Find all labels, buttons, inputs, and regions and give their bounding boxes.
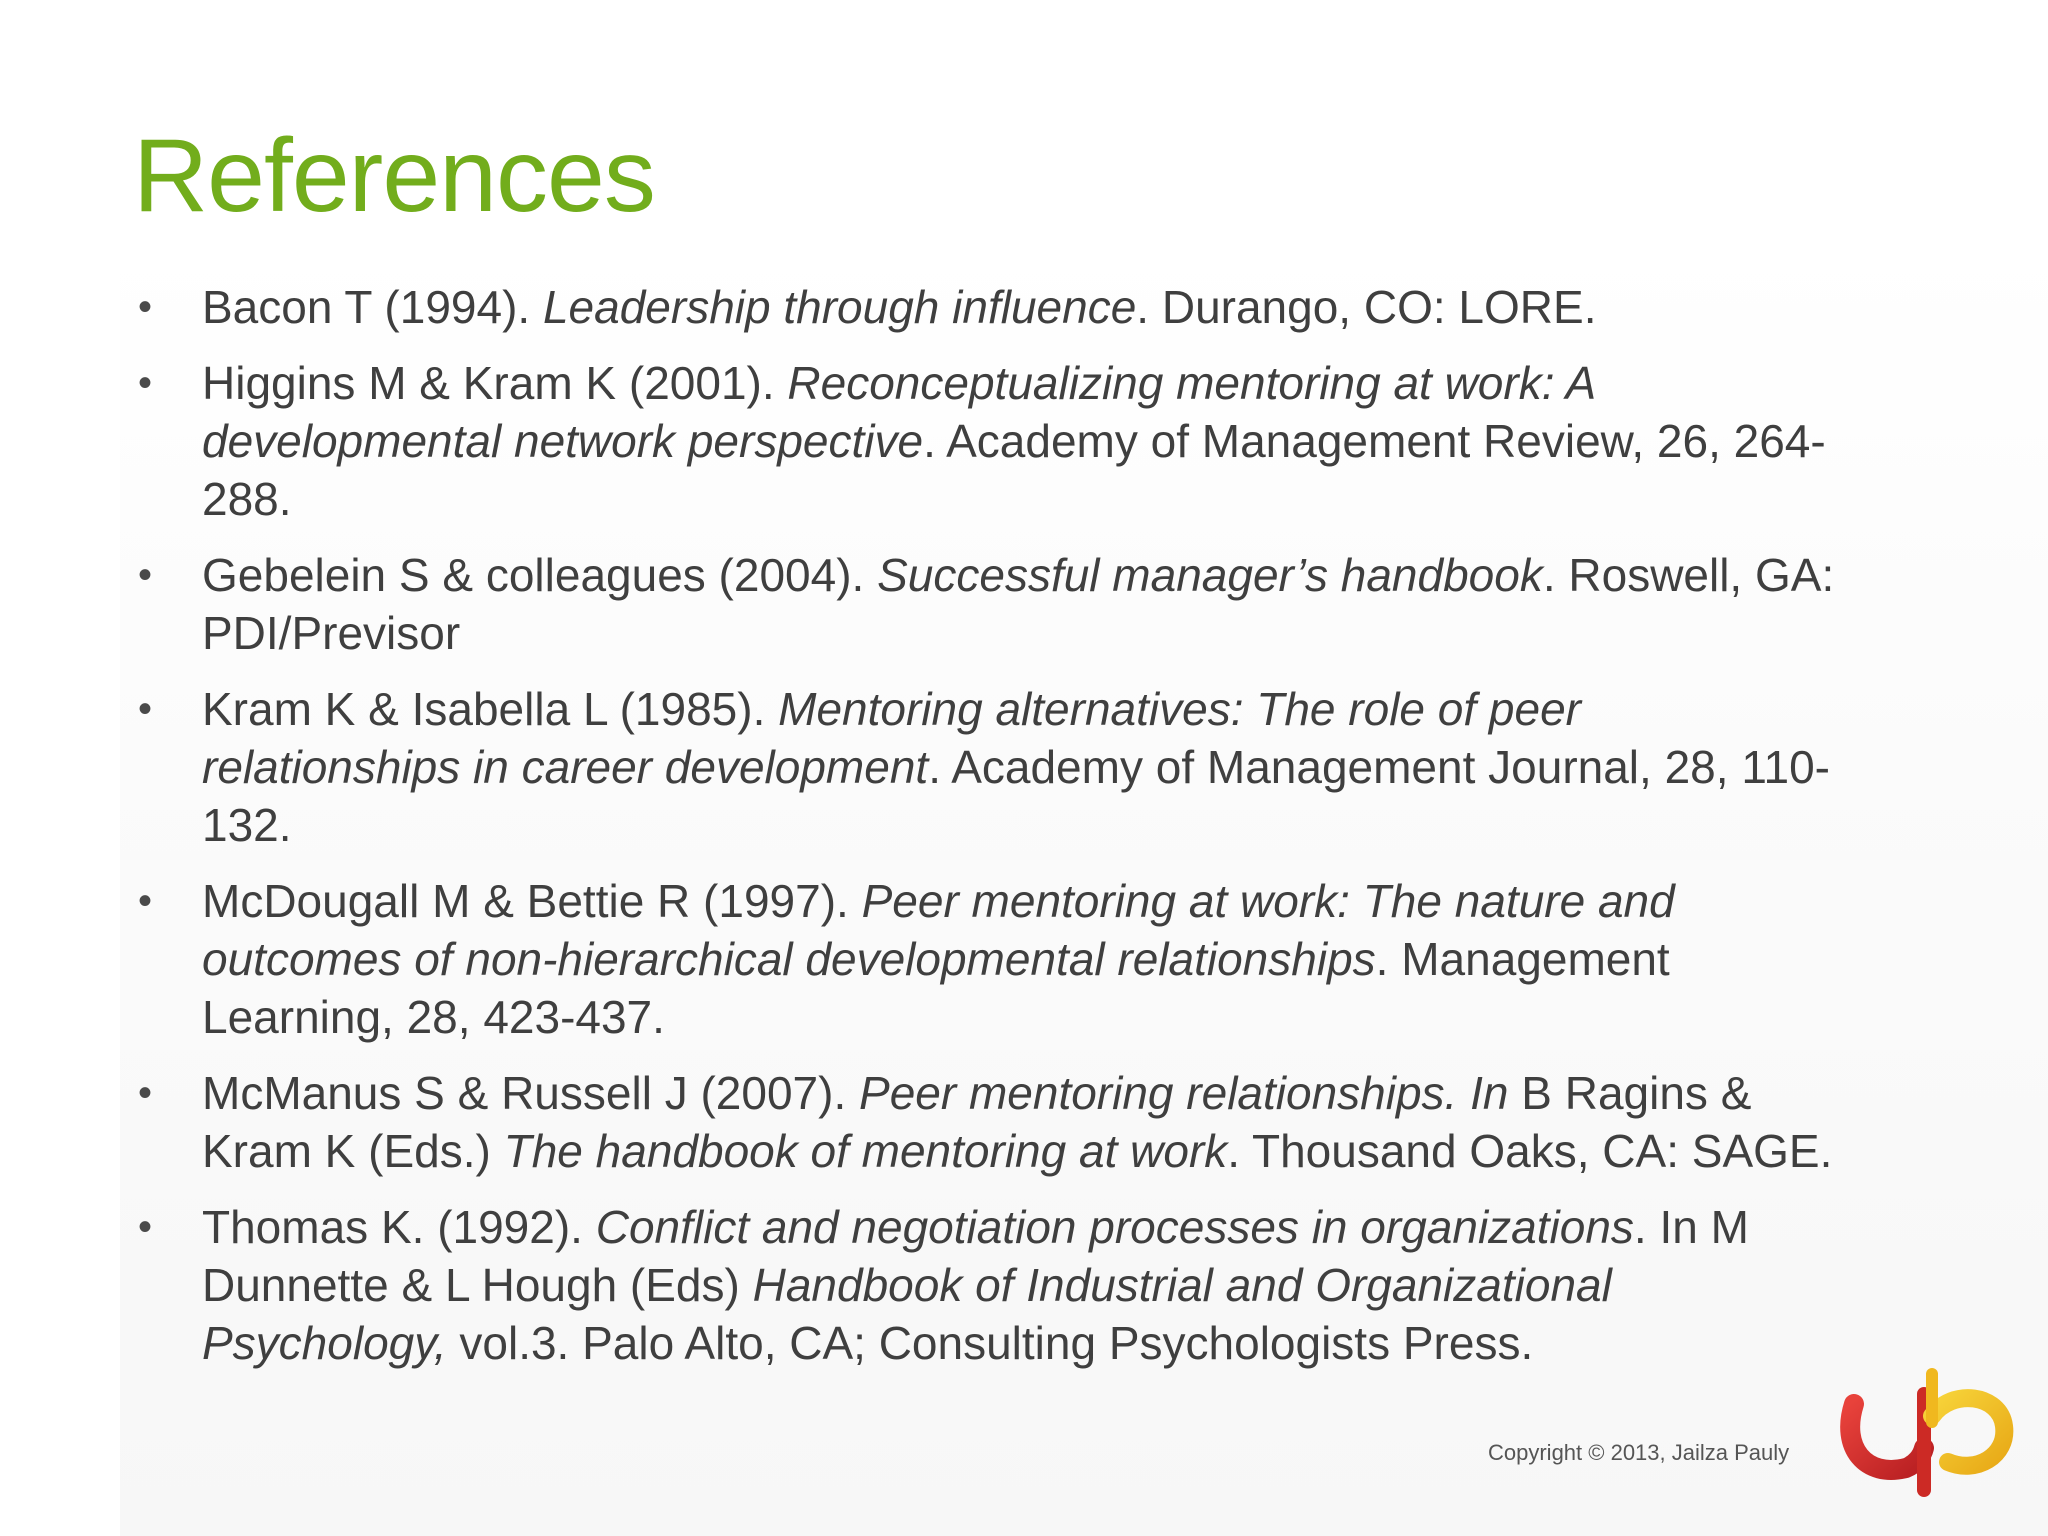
reference-item xyxy=(138,354,1838,528)
reference-text: Kram K & Isabella L (1985). xyxy=(202,683,779,735)
reference-item xyxy=(138,680,1838,854)
reference-title-text: Conflict and negotiation processes in organizations xyxy=(595,1201,1634,1253)
reference-text: Gebelein S & colleagues (2004). xyxy=(202,549,878,601)
bullet-icon: • xyxy=(138,285,153,329)
reference-title-text: Reconceptualizing mentoring at work: A developmental network perspective xyxy=(202,357,1595,467)
bullet-icon: • xyxy=(138,361,153,405)
reference-item xyxy=(138,1064,1838,1180)
bullet-icon: • xyxy=(138,553,153,597)
reference-text: . Durango, CO: LORE. xyxy=(1136,281,1597,333)
reference-text: McDougall M & Bettie R (1997). xyxy=(202,875,862,927)
reference-item xyxy=(138,546,1838,662)
reference-title-text: Mentoring alternatives: The role of peer relationships in career development xyxy=(202,683,1581,793)
reference-title-text: The handbook of mentoring at work xyxy=(503,1125,1228,1177)
jp-monogram-logo-icon xyxy=(1836,1352,2016,1500)
reference-text: B Ragins & Kram K (Eds.) xyxy=(202,1067,1752,1177)
reference-text: vol.3. Palo Alto, CA; Consulting Psychologists Press. xyxy=(446,1317,1534,1369)
reference-item xyxy=(138,872,1838,1046)
reference-title-text: Peer mentoring relationships. In xyxy=(859,1067,1509,1119)
bullet-icon: • xyxy=(138,1071,153,1115)
reference-text: Thomas K. (1992). xyxy=(202,1201,596,1253)
reference-title-text: Successful manager’s handbook xyxy=(877,549,1543,601)
reference-title-text: Handbook of Industrial and Organizational Psychology, xyxy=(202,1259,1612,1369)
slide-title: References xyxy=(133,118,655,234)
reference-text: . Thousand Oaks, CA: SAGE. xyxy=(1227,1125,1833,1177)
reference-item xyxy=(138,278,1838,336)
reference-text: . Management Learning, 28, 423-437. xyxy=(202,933,1670,1043)
reference-text: . In M Dunnette & L Hough (Eds) xyxy=(202,1201,1749,1311)
references-list xyxy=(138,278,1838,1390)
bullet-icon: • xyxy=(138,1205,153,1249)
bullet-icon: • xyxy=(138,687,153,731)
reference-text: Higgins M & Kram K (2001). xyxy=(202,357,788,409)
reference-text: McManus S & Russell J (2007). xyxy=(202,1067,860,1119)
reference-text: . Academy of Management Journal, 28, 110-132. xyxy=(202,741,1830,851)
reference-text: . Roswell, GA: PDI/Previsor xyxy=(202,549,1835,659)
reference-text: . Academy of Management Review, 26, 264-288. xyxy=(202,415,1826,525)
reference-title-text: Leadership through influence xyxy=(542,281,1137,333)
reference-item xyxy=(138,1198,1838,1372)
copyright-notice: Copyright © 2013, Jailza Pauly xyxy=(1488,1440,1790,1465)
bullet-icon: • xyxy=(138,879,153,923)
reference-title-text: Peer mentoring at work: The nature and outcomes of non-hierarchical developmental relationships xyxy=(202,875,1675,985)
reference-text: Bacon T (1994). xyxy=(202,281,543,333)
